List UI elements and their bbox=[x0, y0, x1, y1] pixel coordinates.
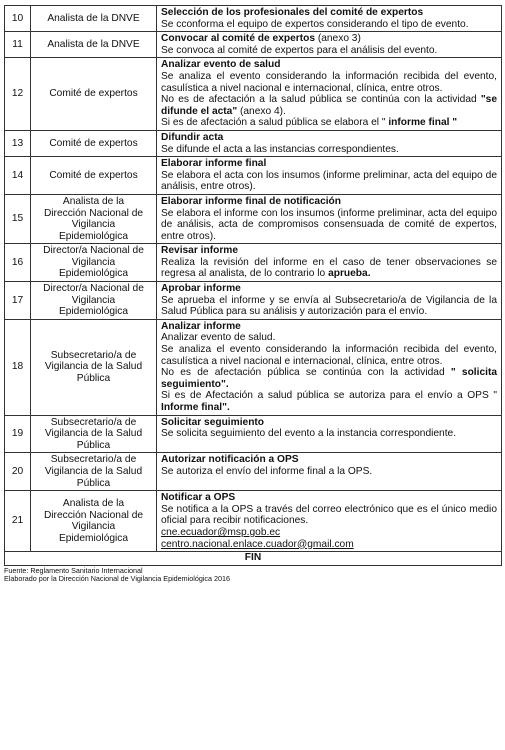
activity-cell bbox=[157, 58, 502, 131]
step-number: 11 bbox=[5, 32, 31, 58]
activity-title-text: Difundir acta bbox=[161, 131, 224, 143]
table-row bbox=[5, 58, 502, 131]
table-row bbox=[5, 130, 502, 156]
activity-description bbox=[161, 332, 497, 344]
footer-author: Elaborado por la Dirección Nacional de Vigilancia Epidemiológica 2016 bbox=[4, 574, 231, 584]
activity-title bbox=[161, 158, 497, 170]
activity-text: Se elabora el informe con los insumos (informe preliminar, acta del equipo de análisis, acta de compromisos consensuada de comité de expertos, entre otros). bbox=[161, 207, 497, 242]
activity-description bbox=[161, 390, 497, 413]
annex-reference: (anexo 3) bbox=[315, 33, 361, 45]
responsible-line: Pública bbox=[76, 477, 111, 489]
responsible-line: Dirección Nacional de bbox=[43, 207, 144, 219]
activity-description bbox=[161, 208, 497, 243]
activity-description bbox=[161, 504, 497, 527]
responsible-line: Vigilancia bbox=[71, 219, 116, 231]
responsible-line: Vigilancia bbox=[71, 521, 116, 533]
responsible-line: Vigilancia de la Salud bbox=[44, 465, 143, 477]
responsible-cell bbox=[31, 319, 157, 415]
activity-description bbox=[161, 295, 497, 318]
activity-title-text: Analizar evento de salud bbox=[161, 59, 281, 71]
responsible-line: Director/a Nacional de bbox=[43, 283, 144, 295]
activity-cell bbox=[157, 491, 502, 552]
activity-cell bbox=[157, 319, 502, 415]
activity-description bbox=[161, 19, 497, 31]
responsible-line: Epidemiológica bbox=[58, 306, 129, 318]
activity-title-text: Elaborar informe final bbox=[161, 158, 267, 170]
activity-cell bbox=[157, 244, 502, 282]
responsible-line: Subsecretario/a de bbox=[50, 454, 137, 466]
activity-text: Se autoriza el envío del informe final a la OPS. bbox=[161, 465, 373, 477]
responsible-line: Vigilancia de la Salud bbox=[44, 428, 143, 440]
footer bbox=[4, 567, 501, 584]
table-row bbox=[5, 157, 502, 195]
responsible-line: Analista de la bbox=[62, 195, 125, 207]
activity-cell bbox=[157, 130, 502, 156]
responsible-line: Epidemiológica bbox=[58, 230, 129, 242]
activity-description bbox=[161, 144, 497, 156]
responsible-cell bbox=[31, 244, 157, 282]
activity-description bbox=[161, 170, 497, 193]
step-number: 18 bbox=[5, 319, 31, 415]
table-row bbox=[5, 244, 502, 282]
responsible-line: Epidemiológica bbox=[58, 532, 129, 544]
activity-title-text: Convocar al comité de expertos bbox=[161, 33, 315, 45]
activity-title bbox=[161, 245, 497, 257]
step-number: 19 bbox=[5, 415, 31, 453]
activity-title bbox=[161, 7, 497, 19]
activity-description bbox=[161, 344, 497, 367]
step-number: 20 bbox=[5, 453, 31, 491]
responsible-line: Director/a Nacional de bbox=[43, 245, 144, 257]
activity-text: No es de afectación a la salud pública se continúa con la actividad bbox=[161, 94, 481, 106]
activity-title bbox=[161, 321, 497, 333]
activity-text: Realiza la revisión del informe en el caso de tener observaciones se regresa al analista, de lo contrario lo bbox=[161, 256, 497, 280]
activity-title-text: Elaborar informe final de notificación bbox=[161, 195, 342, 207]
step-number: 14 bbox=[5, 157, 31, 195]
responsible-line: Pública bbox=[76, 439, 111, 451]
procedure-table bbox=[4, 5, 502, 566]
email-link[interactable]: cne.ecuador@msp.gob.ec bbox=[161, 526, 281, 538]
table-row bbox=[5, 282, 502, 320]
responsible-cell bbox=[31, 415, 157, 453]
activity-text: Se notifica a la OPS a través del correo electrónico que es el único medio oficial para recibir notificaciones. bbox=[161, 503, 497, 527]
activity-cell bbox=[157, 194, 502, 243]
responsible-line: Dirección Nacional de bbox=[43, 509, 144, 521]
activity-title-text: Notificar a OPS bbox=[161, 492, 236, 504]
step-number: 13 bbox=[5, 130, 31, 156]
activity-text: Se cconforma el equipo de expertos considerando el tipo de evento. bbox=[161, 18, 469, 30]
responsible-line: Pública bbox=[76, 373, 111, 385]
responsible-cell bbox=[31, 194, 157, 243]
responsible-line: Comité de expertos bbox=[49, 169, 138, 181]
responsible-cell bbox=[31, 491, 157, 552]
activity-title-text: Analizar informe bbox=[161, 320, 241, 332]
footer-source: Fuente: Reglamento Sanitario Internacional bbox=[4, 565, 143, 575]
step-number: 16 bbox=[5, 244, 31, 282]
activity-title-text: Aprobar informe bbox=[161, 283, 241, 295]
document-page bbox=[4, 5, 501, 584]
responsible-line: Vigilancia bbox=[71, 256, 116, 268]
activity-title-text: Solicitar seguimiento bbox=[161, 416, 265, 428]
activity-text: Si es de Afectación a salud pública se autoriza para el envío a OPS " bbox=[161, 390, 497, 402]
activity-description bbox=[161, 257, 497, 280]
end-label: FIN bbox=[5, 552, 502, 566]
responsible-line: Analista de la DNVE bbox=[47, 38, 140, 50]
activity-description bbox=[161, 45, 497, 57]
activity-text: Se convoca al comité de expertos para el análisis del evento. bbox=[161, 44, 438, 56]
activity-title-text: Autorizar notificación a OPS bbox=[161, 454, 299, 466]
activity-description bbox=[161, 94, 497, 117]
table-row bbox=[5, 6, 502, 32]
responsible-line: Vigilancia bbox=[71, 294, 116, 306]
activity-title bbox=[161, 132, 497, 144]
activity-cell bbox=[157, 453, 502, 491]
activity-text: Se solicita seguimiento del evento a la instancia correspondiente. bbox=[161, 428, 457, 440]
table-row bbox=[5, 319, 502, 415]
activity-cell bbox=[157, 282, 502, 320]
activity-title bbox=[161, 59, 497, 71]
activity-text: Analizar evento de salud. bbox=[161, 332, 276, 344]
responsible-cell bbox=[31, 157, 157, 195]
responsible-line: Analista de la DNVE bbox=[47, 12, 140, 24]
activity-description bbox=[161, 71, 497, 94]
activity-title bbox=[161, 196, 497, 208]
activity-description bbox=[161, 117, 497, 129]
responsible-cell bbox=[31, 282, 157, 320]
activity-title bbox=[161, 33, 497, 45]
table-row bbox=[5, 194, 502, 243]
responsible-line: Epidemiológica bbox=[58, 268, 129, 280]
responsible-line: Subsecretario/a de bbox=[50, 349, 137, 361]
responsible-line: Vigilancia de la Salud bbox=[44, 361, 143, 373]
responsible-line: Comité de expertos bbox=[49, 88, 138, 100]
activity-emphasis: "se difunde el acta" bbox=[161, 94, 497, 117]
activity-cell bbox=[157, 32, 502, 58]
activity-description bbox=[161, 466, 497, 478]
step-number: 17 bbox=[5, 282, 31, 320]
activity-text: Si es de afectación a salud pública se elabora el " bbox=[161, 117, 389, 129]
responsible-line: Comité de expertos bbox=[49, 137, 138, 149]
activity-text: (anexo 4). bbox=[237, 105, 286, 117]
activity-emphasis: aprueba. bbox=[328, 268, 371, 280]
email-link[interactable]: centro.nacional.enlace.cuador@gmail.com bbox=[161, 538, 354, 550]
responsible-cell bbox=[31, 6, 157, 32]
activity-cell bbox=[157, 415, 502, 453]
activity-text: No es de afectación pública se continúa con la actividad bbox=[161, 367, 451, 379]
responsible-cell bbox=[31, 453, 157, 491]
responsible-cell bbox=[31, 130, 157, 156]
activity-title-text: Revisar informe bbox=[161, 245, 239, 257]
responsible-line: Subsecretario/a de bbox=[50, 416, 137, 428]
step-number: 15 bbox=[5, 194, 31, 243]
activity-text: Se analiza el evento considerando la información recibida del evento, casulística a nivel nacional e internacional, clínica, entre otros. bbox=[161, 70, 497, 94]
responsible-line: Analista de la bbox=[62, 497, 125, 509]
activity-title bbox=[161, 283, 497, 295]
responsible-cell bbox=[31, 32, 157, 58]
activity-title-text: Selección de los profesionales del comité de expertos bbox=[161, 7, 424, 18]
activity-text: Se analiza el evento considerando la información recibida del evento, casulística a nivel nacional e internacional, clínica, entre otros. bbox=[161, 344, 497, 367]
table-row bbox=[5, 32, 502, 58]
activity-description bbox=[161, 428, 497, 440]
activity-text: Se aprueba el informe y se envía al Subsecretario/a de Vigilancia de la Salud Pública para su análisis y autorización para el envío. bbox=[161, 294, 497, 318]
activity-text: Se difunde el acta a las instancias correspondientes. bbox=[161, 143, 399, 155]
activity-description bbox=[161, 367, 497, 390]
table-row bbox=[5, 453, 502, 491]
activity-title bbox=[161, 454, 497, 466]
responsible-cell bbox=[31, 58, 157, 131]
activity-emphasis: " solicita seguimiento". bbox=[161, 367, 498, 390]
step-number: 12 bbox=[5, 58, 31, 131]
activity-title bbox=[161, 492, 497, 504]
table-row bbox=[5, 415, 502, 453]
activity-cell bbox=[157, 6, 502, 32]
table-row bbox=[5, 491, 502, 552]
end-row bbox=[5, 552, 502, 566]
activity-title bbox=[161, 417, 497, 429]
activity-cell bbox=[157, 157, 502, 195]
step-number: 10 bbox=[5, 6, 31, 32]
activity-emphasis: Informe final". bbox=[161, 402, 230, 413]
procedure-table-body bbox=[5, 6, 502, 552]
activity-text: Se elabora el acta con los insumos (informe preliminar, acta del equipo de análisis, entre otros). bbox=[161, 169, 497, 193]
step-number: 21 bbox=[5, 491, 31, 552]
activity-emphasis: informe final " bbox=[388, 117, 458, 129]
